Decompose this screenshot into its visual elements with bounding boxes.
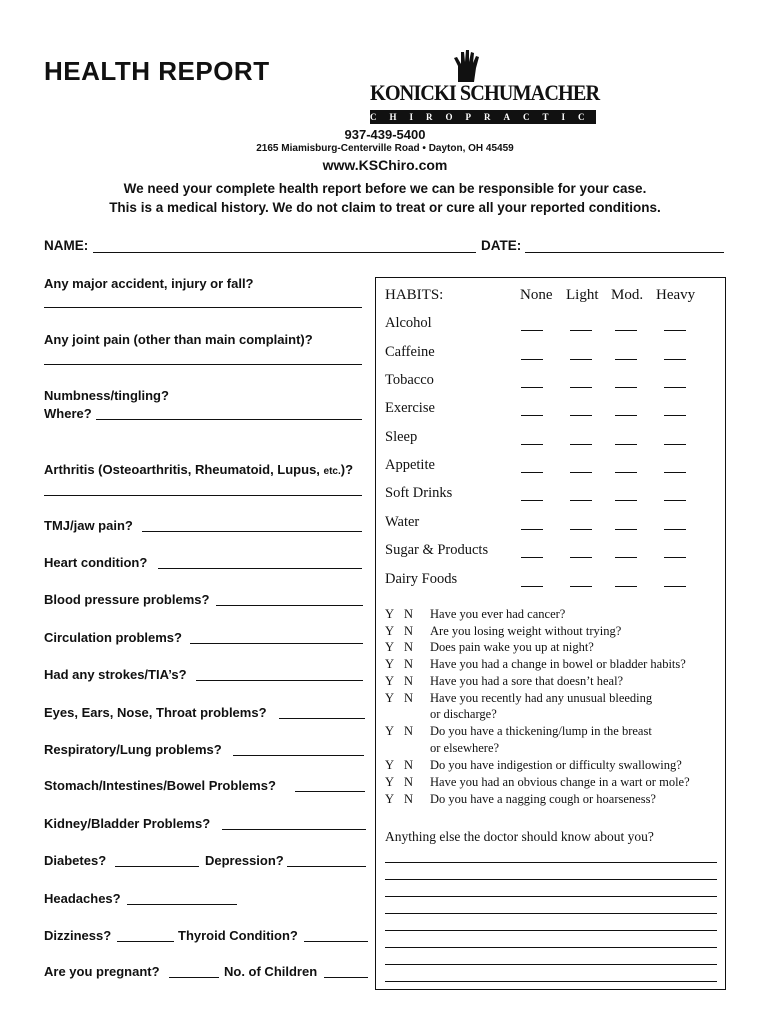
habit-level-blank[interactable]: [570, 529, 592, 530]
joint-pain-field[interactable]: [44, 364, 362, 365]
thyroid-question: Thyroid Condition?: [178, 928, 298, 943]
intro-line-2: This is a medical history. We do not claim to treat or cure all your reported conditions.: [109, 200, 661, 215]
yes-option[interactable]: Y: [385, 724, 395, 738]
notes-line[interactable]: [385, 981, 717, 982]
yes-option[interactable]: Y: [385, 624, 395, 638]
yn-question-continued: or discharge?: [430, 707, 497, 721]
date-label: DATE:: [481, 238, 522, 253]
notes-prompt: Anything else the doctor should know about you?: [385, 829, 654, 844]
yes-option[interactable]: Y: [385, 674, 395, 688]
notes-line[interactable]: [385, 913, 717, 914]
habit-level-blank[interactable]: [615, 529, 637, 530]
arthritis-question: Arthritis (Osteoarthritis, Rheumatoid, Lupus, etc.)?: [44, 462, 354, 477]
headaches-field[interactable]: [127, 904, 237, 905]
no-option[interactable]: N: [404, 724, 414, 738]
arthritis-field[interactable]: [44, 495, 362, 496]
habit-level-blank[interactable]: [521, 359, 543, 360]
depression-question: Depression?: [205, 853, 284, 868]
no-option[interactable]: N: [404, 640, 414, 654]
habit-level-blank[interactable]: [664, 472, 686, 473]
habit-level-blank[interactable]: [521, 415, 543, 416]
respiratory-question: Respiratory/Lung problems?: [44, 742, 222, 757]
ent-question: Eyes, Ears, Nose, Throat problems?: [44, 705, 267, 720]
habit-level-blank[interactable]: [615, 472, 637, 473]
dizziness-field[interactable]: [117, 941, 174, 942]
notes-line[interactable]: [385, 879, 717, 880]
yn-question: Have you had a change in bowel or bladder habits?: [430, 657, 686, 671]
yn-question: Do you have a nagging cough or hoarseness?: [430, 792, 656, 806]
habit-sugar: Sugar & Products: [385, 542, 489, 558]
yn-question: Have you had an obvious change in a wart or mole?: [430, 775, 690, 789]
clinic-address: 2165 Miamisburg-Centerville Road • Dayton, OH 45459: [256, 143, 514, 154]
date-field[interactable]: [525, 252, 724, 253]
notes-line[interactable]: [385, 862, 717, 863]
habit-level-blank[interactable]: [521, 529, 543, 530]
clinic-website[interactable]: www.KSChiro.com: [322, 157, 448, 173]
notes-line[interactable]: [385, 964, 717, 965]
habit-level-blank[interactable]: [664, 586, 686, 587]
no-option[interactable]: N: [404, 607, 414, 621]
habit-level-blank[interactable]: [664, 500, 686, 501]
habit-level-blank[interactable]: [615, 415, 637, 416]
habit-alcohol: Alcohol: [385, 315, 432, 331]
stomach-question: Stomach/Intestines/Bowel Problems?: [44, 778, 276, 793]
numbness-where-field[interactable]: [96, 419, 362, 420]
yes-option[interactable]: Y: [385, 758, 395, 772]
yes-option[interactable]: Y: [385, 657, 395, 671]
habit-exercise: Exercise: [385, 400, 435, 416]
heart-question: Heart condition?: [44, 555, 148, 570]
tmj-question: TMJ/jaw pain?: [44, 518, 133, 533]
children-question: No. of Children: [224, 964, 318, 979]
accident-question: Any major accident, injury or fall?: [44, 276, 254, 291]
no-option[interactable]: N: [404, 758, 414, 772]
yn-question: Have you recently had any unusual bleeding: [430, 691, 653, 705]
diabetes-field[interactable]: [115, 866, 199, 867]
heart-field[interactable]: [158, 568, 362, 569]
clinic-logo: [366, 48, 600, 124]
habit-soft-drinks: Soft Drinks: [385, 485, 453, 501]
habits-heading: HABITS:: [385, 287, 444, 303]
habit-level-blank[interactable]: [615, 557, 637, 558]
habit-level-blank[interactable]: [664, 529, 686, 530]
kidney-question: Kidney/Bladder Problems?: [44, 816, 211, 831]
ent-field[interactable]: [279, 718, 365, 719]
habit-level-blank[interactable]: [570, 586, 592, 587]
pregnant-question: Are you pregnant?: [44, 964, 160, 979]
habit-level-blank[interactable]: [664, 330, 686, 331]
no-option[interactable]: N: [404, 674, 414, 688]
joint-pain-question: Any joint pain (other than main complaint)?: [44, 332, 313, 347]
clinic-phone: 937-439-5400: [344, 127, 426, 142]
strokes-question: Had any strokes/TIA’s?: [44, 667, 187, 682]
no-option[interactable]: N: [404, 775, 414, 789]
tmj-field[interactable]: [142, 531, 362, 532]
intro-line-1: We need your complete health report before we can be responsible for your case.: [123, 181, 647, 196]
habit-level-blank[interactable]: [615, 359, 637, 360]
stomach-field[interactable]: [295, 791, 365, 792]
notes-line[interactable]: [385, 896, 717, 897]
no-option[interactable]: N: [404, 624, 414, 638]
habit-appetite: Appetite: [385, 457, 435, 473]
circulation-field[interactable]: [190, 643, 363, 644]
habit-level-none: None: [520, 287, 553, 303]
habit-level-blank[interactable]: [521, 444, 543, 445]
notes-line[interactable]: [385, 947, 717, 948]
numbness-question: Numbness/tingling?: [44, 388, 169, 403]
yn-question: Are you losing weight without trying?: [430, 624, 622, 638]
habit-level-mod: Mod.: [611, 287, 644, 303]
no-option[interactable]: N: [404, 657, 414, 671]
strokes-field[interactable]: [196, 680, 363, 681]
habit-level-blank[interactable]: [664, 387, 686, 388]
yn-question: Does pain wake you up at night?: [430, 640, 594, 654]
habit-level-blank[interactable]: [521, 500, 543, 501]
yn-question: Do you have indigestion or difficulty swallowing?: [430, 758, 682, 772]
respiratory-field[interactable]: [233, 755, 364, 756]
where-label: Where?: [44, 406, 92, 421]
no-option[interactable]: N: [404, 691, 414, 705]
blood-pressure-question: Blood pressure problems?: [44, 592, 210, 607]
hand-logo-icon: [450, 48, 486, 84]
habit-tobacco: Tobacco: [385, 372, 434, 388]
habit-level-blank[interactable]: [615, 500, 637, 501]
habit-level-blank[interactable]: [615, 444, 637, 445]
yes-option[interactable]: Y: [385, 640, 395, 654]
yn-question: Have you had a sore that doesn’t heal?: [430, 674, 624, 688]
habit-caffeine: Caffeine: [385, 344, 435, 360]
yes-option[interactable]: Y: [385, 775, 395, 789]
habit-level-blank[interactable]: [521, 472, 543, 473]
habit-water: Water: [385, 514, 420, 530]
kidney-field[interactable]: [222, 829, 366, 830]
habit-level-blank[interactable]: [570, 472, 592, 473]
habit-level-blank[interactable]: [570, 359, 592, 360]
habit-level-blank[interactable]: [521, 586, 543, 587]
habit-level-blank[interactable]: [521, 387, 543, 388]
habit-level-light: Light: [566, 287, 599, 303]
habit-level-blank[interactable]: [570, 500, 592, 501]
yes-option[interactable]: Y: [385, 607, 395, 621]
habit-level-blank[interactable]: [664, 415, 686, 416]
accident-field[interactable]: [44, 307, 362, 308]
habit-dairy: Dairy Foods: [385, 571, 458, 587]
habit-level-blank[interactable]: [570, 557, 592, 558]
habit-level-blank[interactable]: [570, 444, 592, 445]
yes-option[interactable]: Y: [385, 691, 395, 705]
yn-question-continued: or elsewhere?: [430, 741, 500, 755]
no-option[interactable]: N: [404, 792, 414, 806]
yes-option[interactable]: Y: [385, 792, 395, 806]
logo-name: KONICKI SCHUMACHER: [370, 80, 600, 105]
diabetes-question: Diabetes?: [44, 853, 107, 868]
habit-level-blank[interactable]: [615, 387, 637, 388]
circulation-question: Circulation problems?: [44, 630, 182, 645]
habit-level-blank[interactable]: [664, 557, 686, 558]
children-field[interactable]: [324, 977, 368, 978]
page-title: HEALTH REPORT: [44, 56, 270, 86]
habit-level-blank[interactable]: [615, 330, 637, 331]
depression-field[interactable]: [287, 866, 366, 867]
habit-level-blank[interactable]: [570, 415, 592, 416]
habit-level-blank[interactable]: [570, 387, 592, 388]
thyroid-field[interactable]: [304, 941, 368, 942]
dizziness-question: Dizziness?: [44, 928, 112, 943]
name-field[interactable]: [93, 252, 476, 253]
logo-tagline: CHIROPRACTIC: [370, 112, 598, 122]
habit-level-blank[interactable]: [615, 586, 637, 587]
yn-question: Have you ever had cancer?: [430, 607, 566, 621]
habit-level-blank[interactable]: [664, 359, 686, 360]
name-label: NAME:: [44, 238, 89, 253]
notes-line[interactable]: [385, 930, 717, 931]
habit-sleep: Sleep: [385, 429, 418, 445]
blood-pressure-field[interactable]: [216, 605, 363, 606]
habit-level-heavy: Heavy: [656, 287, 696, 303]
habit-level-blank[interactable]: [521, 330, 543, 331]
yn-question: Do you have a thickening/lump in the breast: [430, 724, 652, 738]
habit-level-blank[interactable]: [521, 557, 543, 558]
habit-level-blank[interactable]: [664, 444, 686, 445]
headaches-question: Headaches?: [44, 891, 121, 906]
pregnant-field[interactable]: [169, 977, 219, 978]
habit-level-blank[interactable]: [570, 330, 592, 331]
